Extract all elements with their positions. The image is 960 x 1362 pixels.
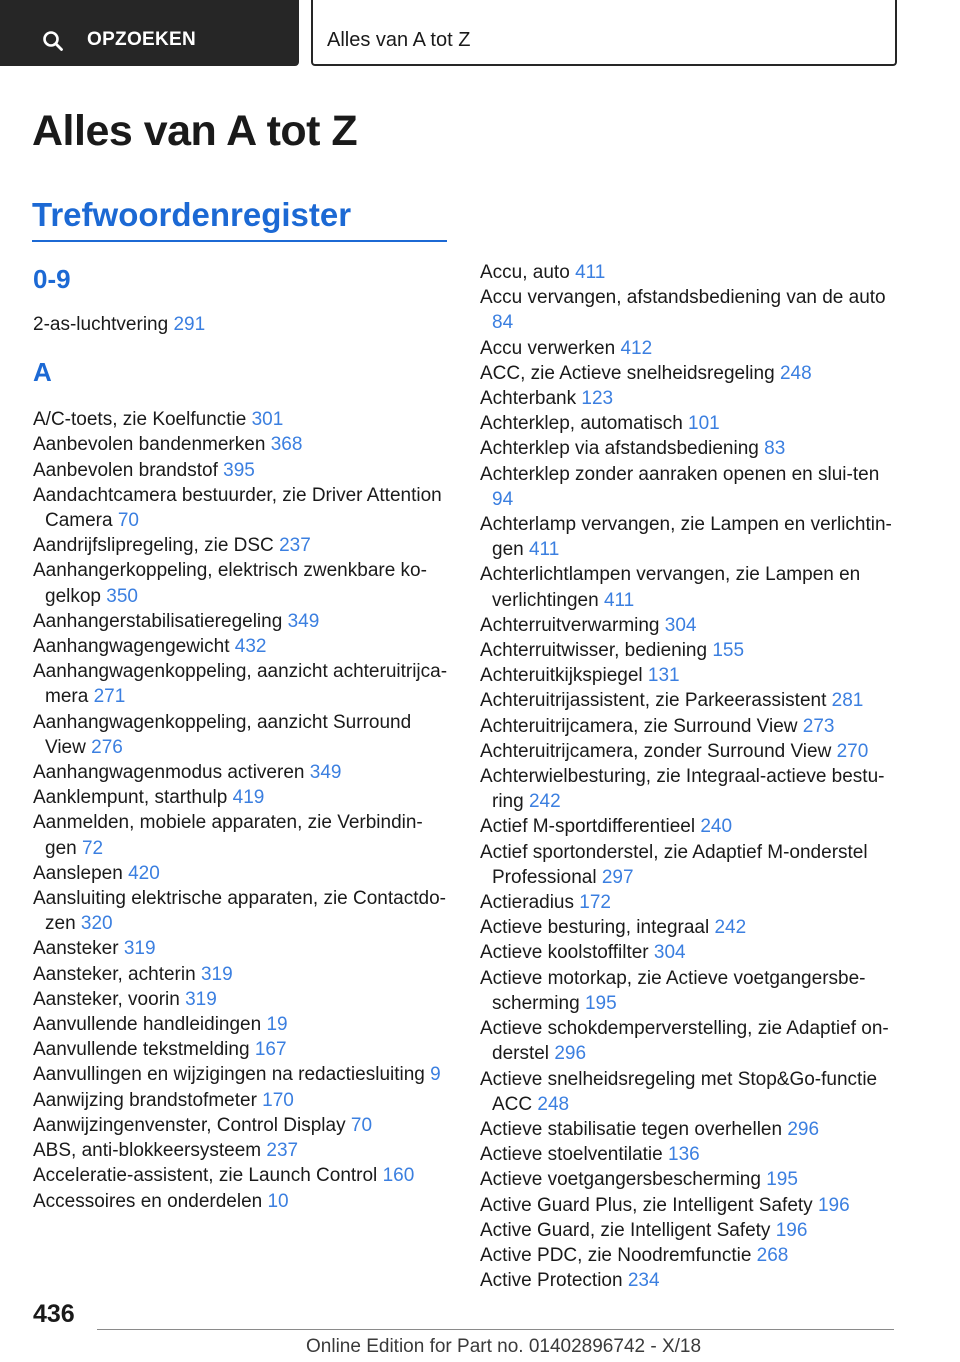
page-reference-link[interactable]: 240 xyxy=(700,816,733,838)
index-entry[interactable] xyxy=(33,785,448,810)
page-reference-link[interactable]: 411 xyxy=(603,589,635,611)
index-entry[interactable] xyxy=(480,562,895,612)
index-entry-text: Aandachtcamera bestuurder, zie Driver Attention Camera xyxy=(33,484,442,532)
index-entry-text: Aanhangwagenkoppeling, aanzicht achteruitrijca-mera xyxy=(33,661,448,708)
index-entry[interactable] xyxy=(480,411,895,436)
index-entry[interactable] xyxy=(480,1268,895,1293)
index-entry-text: Aansteker xyxy=(33,938,119,960)
page-reference-link[interactable]: 195 xyxy=(584,992,617,1014)
index-entry[interactable] xyxy=(480,1067,895,1117)
index-entry-text: Active Guard, zie Intelligent Safety xyxy=(480,1219,771,1241)
index-entry[interactable] xyxy=(480,1218,895,1243)
index-entry[interactable] xyxy=(480,260,895,285)
index-entry[interactable] xyxy=(480,890,895,915)
index-entry[interactable] xyxy=(33,407,448,432)
page-reference-link[interactable]: 411 xyxy=(575,262,606,283)
index-entry-text: Actieve koolstoffilter xyxy=(480,942,649,964)
index-entry[interactable] xyxy=(33,1189,448,1214)
index-entry[interactable] xyxy=(480,638,895,663)
breadcrumb[interactable] xyxy=(311,0,897,66)
index-entry-text: Aanhangwagengewicht xyxy=(33,636,230,658)
index-entry[interactable] xyxy=(33,1163,448,1188)
index-entry-text: Actieve stabilisatie tegen overhellen xyxy=(480,1118,783,1140)
page-reference-link[interactable]: 276 xyxy=(91,736,123,758)
index-entry[interactable] xyxy=(33,1037,448,1062)
page-reference-link[interactable]: 411 xyxy=(528,539,560,561)
index-entry-text: ABS, anti-blokkeersysteem xyxy=(33,1140,262,1162)
index-entry-text: Aansteker, achterin xyxy=(33,963,196,985)
index-entry[interactable] xyxy=(33,1088,448,1113)
index-entry-text: Aanbevolen bandenmerken xyxy=(33,434,266,456)
page-reference-link[interactable]: 237 xyxy=(266,1140,299,1162)
page-reference-link[interactable]: 9 xyxy=(430,1064,441,1086)
index-entry[interactable] xyxy=(33,710,448,760)
index-entry[interactable] xyxy=(33,533,448,558)
index-entry-text: Aanvullende handleidingen xyxy=(33,1014,262,1036)
index-entry-text: Aanwijzingenvenster, Control Display xyxy=(33,1114,346,1136)
footer-edition-text: Online Edition for Part no. 01402896742 - X/18 xyxy=(306,1336,702,1357)
page-reference-link[interactable]: 234 xyxy=(627,1270,660,1292)
index-entry[interactable] xyxy=(480,739,895,764)
search-icon xyxy=(42,30,64,52)
index-entry[interactable] xyxy=(480,663,895,688)
index-entry-text: Aanhangerkoppeling, elektrisch zwenkbare ko-gelkop xyxy=(33,560,427,607)
index-entry[interactable] xyxy=(480,915,895,940)
page-reference-link[interactable]: 291 xyxy=(173,314,206,335)
page-reference-link[interactable]: 270 xyxy=(836,740,869,762)
index-entry[interactable] xyxy=(480,814,895,839)
index-entry[interactable] xyxy=(33,886,448,936)
index-entry[interactable] xyxy=(480,285,895,335)
index-entry[interactable] xyxy=(480,1142,895,1167)
page-title: Alles van A tot Z xyxy=(32,107,358,155)
index-entry[interactable] xyxy=(480,386,895,411)
index-entry[interactable] xyxy=(480,940,895,965)
page-reference-link[interactable]: 368 xyxy=(270,434,303,456)
index-entry[interactable] xyxy=(480,436,895,461)
page-reference-link[interactable]: 349 xyxy=(287,610,320,632)
index-entry[interactable] xyxy=(480,361,895,386)
index-entry-text: Actieradius xyxy=(480,892,574,914)
page-number: 436 xyxy=(33,1300,75,1328)
page-reference-link[interactable]: 70 xyxy=(350,1114,373,1136)
index-entry-text: Aanvullingen en wijzigingen na redactiesluiting xyxy=(33,1064,425,1086)
page-reference-link[interactable]: 319 xyxy=(123,938,156,960)
index-entry-text: Aansluiting elektrische apparaten, zie Contactdo-zen xyxy=(33,888,446,935)
page-reference-link[interactable]: 304 xyxy=(664,614,697,636)
index-entry-text: Aansteker, voorin xyxy=(33,988,180,1010)
index-entry-text: Actief sportonderstel, zie Adaptief M-onderstel Professional xyxy=(480,841,868,888)
page-reference-link[interactable]: 123 xyxy=(581,388,614,410)
page-reference-link[interactable]: 72 xyxy=(81,837,104,859)
index-entry-text: Achterklep zonder aanraken openen en slui-ten xyxy=(480,463,880,485)
index-entry-text: Actieve schokdemperverstelling, zie Adaptief on-derstel xyxy=(480,1018,889,1065)
index-entry-text: Aandrijfslipregeling, zie DSC xyxy=(33,535,274,557)
index-column-left xyxy=(33,264,448,1214)
page-reference-link[interactable]: 167 xyxy=(254,1039,287,1061)
index-entry[interactable] xyxy=(480,688,895,713)
page-reference-link[interactable]: 10 xyxy=(267,1190,289,1212)
page-reference-link[interactable]: 350 xyxy=(106,585,138,607)
page-reference-link[interactable]: 242 xyxy=(714,917,747,939)
index-entry-text: A/C-toets, zie Koelfunctie xyxy=(33,409,247,431)
search-button[interactable] xyxy=(0,0,299,66)
section-title: Trefwoordenregister xyxy=(32,196,352,233)
index-entry[interactable] xyxy=(480,714,895,739)
index-entry-text: Active Protection xyxy=(480,1270,623,1292)
page-reference-link[interactable]: 155 xyxy=(712,640,745,662)
index-entry-text: Aanbevolen brandstof xyxy=(33,459,218,481)
page-reference-link[interactable]: 281 xyxy=(831,690,864,712)
page-reference-link[interactable]: 136 xyxy=(668,1144,700,1166)
index-column-right xyxy=(480,260,895,1293)
index-entry-text: Actief M-sportdifferentieel xyxy=(480,816,696,838)
index-entry-text: Accu vervangen, afstandsbediening van de auto xyxy=(480,287,886,309)
index-entry[interactable] xyxy=(480,336,895,361)
top-navigation-bar xyxy=(0,0,960,66)
index-entry[interactable] xyxy=(33,659,448,709)
page-reference-link[interactable]: 412 xyxy=(620,337,653,359)
index-entry[interactable] xyxy=(480,1167,895,1192)
page-reference-link[interactable]: 319 xyxy=(200,963,233,985)
index-entry-text: Actieve snelheidsregeling met Stop&Go-functie ACC xyxy=(480,1068,878,1115)
index-entry-text: Achterruitverwarming xyxy=(480,614,660,636)
index-entry[interactable] xyxy=(33,962,448,987)
footer-divider xyxy=(97,1329,894,1330)
page-reference-link[interactable]: 268 xyxy=(756,1244,789,1266)
index-entry[interactable] xyxy=(480,462,895,512)
index-entry-text: Accessoires en onderdelen xyxy=(33,1190,263,1212)
index-entry[interactable] xyxy=(480,1117,895,1142)
index-entry-text: 2-as-luchtvering xyxy=(33,314,169,335)
index-entry[interactable] xyxy=(33,810,448,860)
index-entry[interactable] xyxy=(33,634,448,659)
breadcrumb-label: Alles van A tot Z xyxy=(327,29,471,51)
index-entry-text: Active PDC, zie Noodremfunctie xyxy=(480,1244,752,1266)
page-reference-link[interactable]: 419 xyxy=(232,787,265,809)
index-entry-text: Aanklempunt, starthulp xyxy=(33,787,228,809)
index-entry[interactable] xyxy=(480,840,895,890)
index-entry[interactable] xyxy=(33,558,448,608)
index-entry-text: Aanhangwagenkoppeling, aanzicht Surround View xyxy=(33,711,412,758)
page-reference-link[interactable]: 237 xyxy=(279,535,311,557)
index-entry-text: Achteruitrijcamera, zie Surround View xyxy=(480,715,798,737)
index-entry-text: Achterruitwisser, bediening xyxy=(480,640,708,662)
index-entry-text: Aanvullende tekstmelding xyxy=(33,1039,250,1061)
index-group-heading: A xyxy=(33,357,52,388)
index-entry-text: Achterklep, automatisch xyxy=(480,413,683,435)
page-reference-link[interactable]: 395 xyxy=(223,459,255,481)
index-entry[interactable] xyxy=(33,760,448,785)
index-entry-text: Actieve motorkap, zie Actieve voetgangersbe-scherming xyxy=(480,967,866,1014)
page-reference-link[interactable]: 84 xyxy=(492,312,514,334)
index-entry-text: Achterlichtlampen vervangen, zie Lampen en verlichtingen xyxy=(480,564,861,611)
index-entry-text: Achterwielbesturing, zie Integraal-actieve bestu-ring xyxy=(480,766,885,813)
index-entry[interactable] xyxy=(480,1243,895,1268)
page-reference-link[interactable]: 94 xyxy=(492,488,514,510)
index-entry-text: Achteruitrijassistent, zie Parkeerassistent xyxy=(480,690,827,712)
page-reference-link[interactable]: 296 xyxy=(787,1118,820,1140)
index-entry-text: Aanhangerstabilisatieregeling xyxy=(33,610,283,632)
index-entry-text: Aanslepen xyxy=(33,862,123,884)
index-entry[interactable] xyxy=(33,1113,448,1138)
section-divider xyxy=(32,240,447,242)
index-entry[interactable] xyxy=(480,1016,895,1066)
page-reference-link[interactable]: 301 xyxy=(251,409,284,431)
index-entry-text: Active Guard Plus, zie Intelligent Safety xyxy=(480,1194,813,1216)
page-reference-link[interactable]: 319 xyxy=(185,988,217,1010)
page-reference-link[interactable]: 349 xyxy=(309,762,342,784)
index-entry[interactable] xyxy=(33,1138,448,1163)
page-reference-link[interactable]: 320 xyxy=(80,913,113,935)
index-entry[interactable] xyxy=(480,764,895,814)
page-reference-link[interactable]: 70 xyxy=(117,510,139,532)
index-entry[interactable] xyxy=(33,609,448,634)
index-entry-text: Achterlamp vervangen, zie Lampen en verlichtin-gen xyxy=(480,514,892,561)
index-entry-text: Aanmelden, mobiele apparaten, zie Verbindin-gen xyxy=(33,812,423,859)
index-entry-text: Achteruitrijcamera, zonder Surround View xyxy=(480,740,832,762)
index-entry-text: Achteruitkijkspiegel xyxy=(480,665,643,687)
page-reference-link[interactable]: 195 xyxy=(766,1169,798,1191)
page-reference-link[interactable]: 83 xyxy=(764,438,786,460)
index-entry[interactable] xyxy=(33,483,448,533)
index-entry-text: Actieve voetgangersbescherming xyxy=(480,1169,761,1191)
index-entry-text: ACC, zie Actieve snelheidsregeling xyxy=(480,362,775,384)
page-reference-link[interactable]: 420 xyxy=(128,862,160,884)
page-reference-link[interactable]: 170 xyxy=(262,1089,294,1111)
page-reference-link[interactable]: 296 xyxy=(554,1043,587,1065)
index-entry[interactable] xyxy=(33,432,448,457)
page-reference-link[interactable]: 273 xyxy=(802,715,835,737)
page-reference-link[interactable]: 248 xyxy=(537,1093,570,1115)
index-entry[interactable] xyxy=(33,1012,448,1037)
index-entry[interactable] xyxy=(480,966,895,1016)
search-button-label: OPZOEKEN xyxy=(87,29,197,50)
index-entry-text: Aanhangwagenmodus activeren xyxy=(33,762,305,784)
page-reference-link[interactable]: 19 xyxy=(266,1014,288,1036)
index-entry[interactable] xyxy=(33,861,448,886)
index-entry[interactable] xyxy=(480,512,895,562)
index-entry-text: Achterklep via afstandsbediening xyxy=(480,438,759,460)
index-entry-text: Actieve stoelventilatie xyxy=(480,1144,663,1166)
index-entry-text: Actieve besturing, integraal xyxy=(480,917,710,939)
index-entry[interactable] xyxy=(33,1062,448,1087)
index-entry-text: Acceleratie-assistent, zie Launch Control xyxy=(33,1165,378,1187)
index-entry[interactable] xyxy=(33,312,448,337)
page-reference-link[interactable]: 271 xyxy=(93,686,126,708)
index-entry-text: Achterbank xyxy=(480,388,577,410)
index-group-heading: 0-9 xyxy=(33,264,71,294)
page-reference-link[interactable]: 248 xyxy=(779,362,812,384)
index-entry[interactable] xyxy=(33,987,448,1012)
page-reference-link[interactable]: 304 xyxy=(653,942,686,964)
index-entry-text: Accu verwerken xyxy=(480,337,616,359)
index-entry-text: Accu, auto xyxy=(480,262,570,283)
page-reference-link[interactable]: 101 xyxy=(688,413,720,435)
page-reference-link[interactable]: 242 xyxy=(528,791,561,813)
page-reference-link[interactable]: 131 xyxy=(647,665,680,687)
page-reference-link[interactable]: 297 xyxy=(601,866,634,888)
page-reference-link[interactable]: 196 xyxy=(775,1219,808,1241)
page-reference-link[interactable]: 160 xyxy=(382,1165,415,1187)
page-reference-link[interactable]: 432 xyxy=(234,636,267,658)
index-entry[interactable] xyxy=(480,613,895,638)
page-reference-link[interactable]: 172 xyxy=(579,892,611,914)
index-entry[interactable] xyxy=(33,936,448,961)
index-entry[interactable] xyxy=(480,1193,895,1218)
index-entry[interactable] xyxy=(33,458,448,483)
index-entry-text: Aanwijzing brandstofmeter xyxy=(33,1089,257,1111)
page-reference-link[interactable]: 196 xyxy=(817,1194,850,1216)
